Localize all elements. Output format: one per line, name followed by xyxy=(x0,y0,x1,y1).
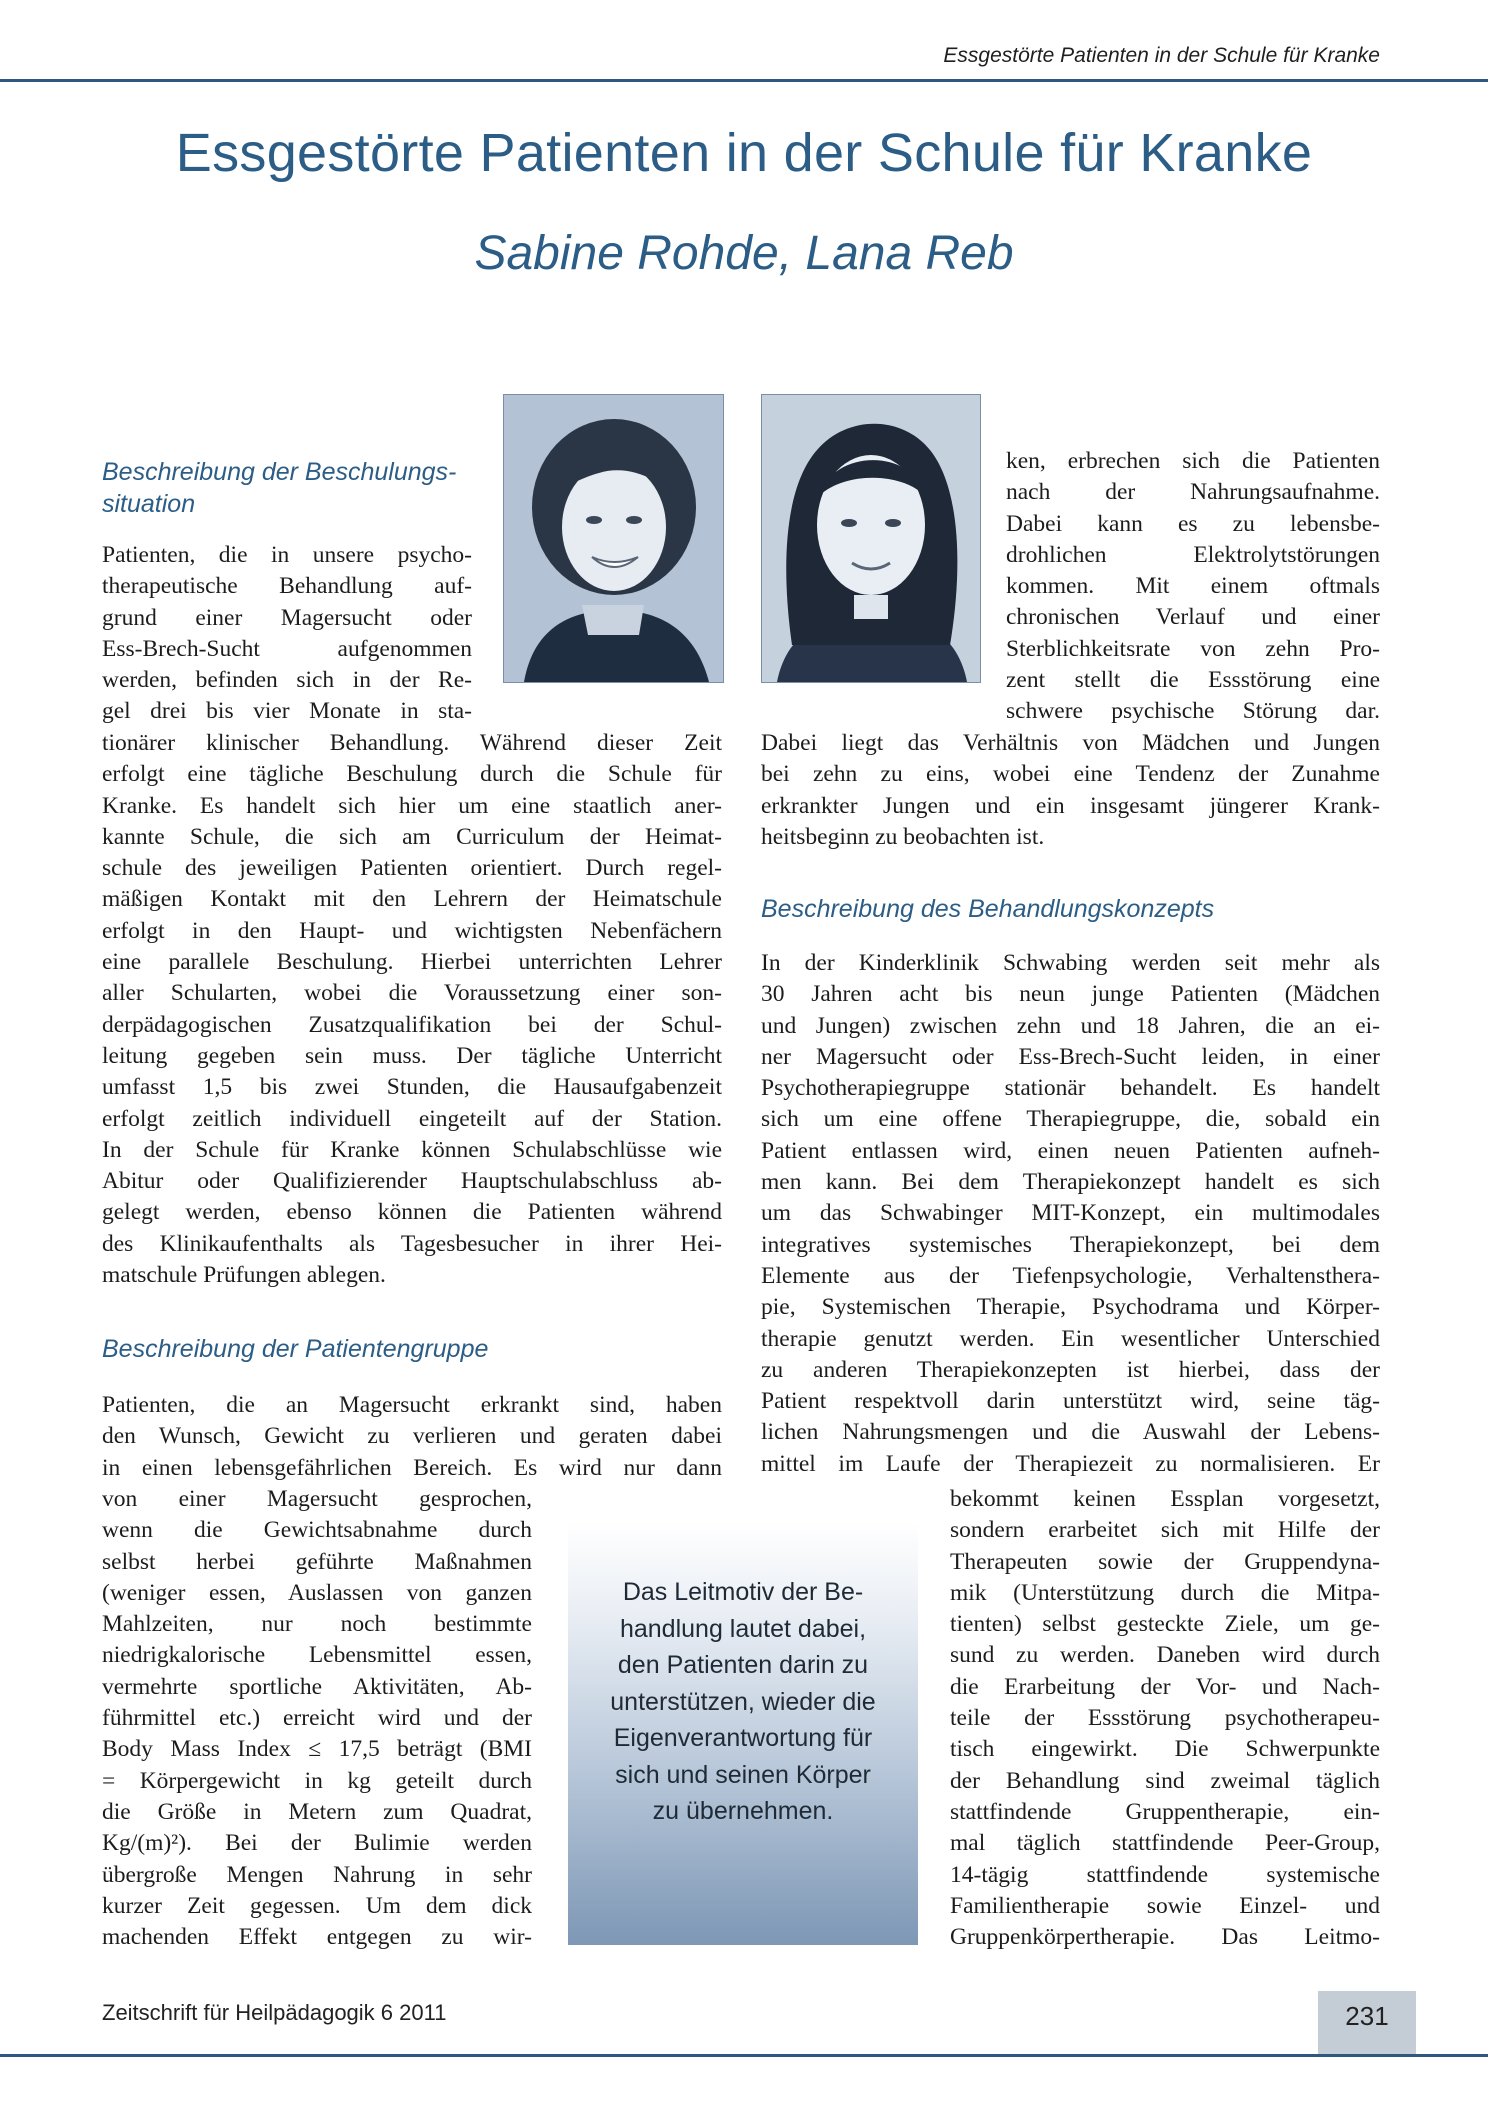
text-line: tionärer klinischer Behandlung. Während dieser Zeit xyxy=(102,730,722,756)
text-line: grund einer Magersucht oder xyxy=(102,604,472,631)
section-heading-beschulung: Beschreibung der Beschulungs- situation xyxy=(102,458,457,518)
text-line: niedrigkalorische Lebensmittel essen, xyxy=(102,1642,532,1669)
text-line: stattfindende Gruppentherapie, ein- xyxy=(950,1798,1380,1825)
text-line: der Behandlung sind zweimal täglich xyxy=(950,1767,1380,1794)
text-line: die Erarbeitung der Vor- und Nach- xyxy=(950,1673,1380,1700)
text-line: selbst herbei geführte Maßnahmen xyxy=(102,1548,532,1575)
text-line: therapie genutzt werden. Ein wesentlicher Unterschied xyxy=(761,1325,1380,1352)
text-line: chronischen Verlauf und einer xyxy=(1006,604,1380,631)
text-line: bei zehn zu eins, wobei eine Tendenz der Zunahme xyxy=(761,761,1380,788)
paragraph-behandlungskonzept-part2 xyxy=(950,1484,1380,1953)
footer-journal-info: Zeitschrift für Heilpädagogik 6 2011 xyxy=(102,2000,447,2025)
text-line: zent stellt die Essstörung eine xyxy=(1006,667,1380,694)
text-line: Elemente aus der Tiefenpsychologie, Verhaltensthera- xyxy=(761,1262,1380,1289)
text-line: Patienten, die in unsere psycho- xyxy=(102,542,472,568)
text-line: mik (Unterstützung durch die Mitpa- xyxy=(950,1579,1380,1606)
text-line: Kg/(m)²). Bei der Bulimie werden xyxy=(102,1830,532,1857)
text-line: Body Mass Index ≤ 17,5 beträgt (BMI xyxy=(102,1736,532,1763)
text-line: matschule Prüfungen ablegen. xyxy=(102,1262,386,1289)
text-line: wenn die Gewichtsabnahme durch xyxy=(102,1517,532,1544)
section-heading-patientengruppe: Beschreibung der Patientengruppe xyxy=(102,1335,489,1363)
text-line: lichen Nahrungsmengen und die Auswahl der Lebens- xyxy=(761,1419,1380,1446)
text-line: mal täglich stattfindende Peer-Group, xyxy=(950,1830,1380,1857)
text-line: Dabei liegt das Verhältnis von Mädchen und Jungen xyxy=(761,730,1380,756)
article-title: Essgestörte Patienten in der Schule für Kranke xyxy=(175,123,1313,183)
text-line: gel drei bis vier Monate in sta- xyxy=(102,698,472,725)
text-line: 14-tägig stattfindende systemische xyxy=(950,1861,1380,1888)
text-line: und Jungen) zwischen zehn und 18 Jahren, die an ei- xyxy=(761,1012,1380,1039)
text-line: schule des jeweiligen Patienten orientiert. Durch regel- xyxy=(102,855,722,882)
text-line: zu anderen Therapiekonzepten ist hierbei, dass der xyxy=(761,1356,1380,1383)
text-line: = Körpergewicht in kg geteilt durch xyxy=(102,1767,532,1794)
text-line: drohlichen Elektrolytstörungen xyxy=(1006,541,1380,568)
pull-quote-line: unterstützen, wieder die xyxy=(610,1687,876,1716)
text-line: sich um eine offene Therapiegruppe, die, sobald ein xyxy=(761,1106,1380,1133)
text-line: Kranke. Es handelt sich hier um eine staatlich aner- xyxy=(102,792,722,819)
pull-quote-line: zu übernehmen. xyxy=(652,1797,834,1825)
pull-quote-line: sich und seinen Körper xyxy=(615,1760,871,1789)
portrait-woman-curly-hair-icon xyxy=(504,395,723,682)
paragraph-behandlungskonzept-part1 xyxy=(761,948,1380,1480)
author-photo-sabine-rohde xyxy=(503,394,724,683)
text-line: In der Kinderklinik Schwabing werden seit mehr als xyxy=(761,950,1380,976)
pull-quote-line: den Patienten darin zu xyxy=(617,1651,869,1679)
text-line: kurzer Zeit gegessen. Um dem dick xyxy=(102,1892,532,1919)
text-line: in einen lebensgefährlichen Bereich. Es wird nur dann xyxy=(102,1454,722,1481)
pull-quote-line: Eigenverantwortung für xyxy=(613,1724,873,1752)
text-line: vermehrte sportliche Aktivitäten, Ab- xyxy=(102,1673,532,1700)
text-line: Gruppenkörpertherapie. Das Leitmo- xyxy=(950,1924,1380,1951)
paragraph-bulimie-part2 xyxy=(761,728,1380,853)
text-line: Psychotherapiegruppe stationär behandelt. Es handelt xyxy=(761,1075,1380,1102)
article-authors: Sabine Rohde, Lana Reb xyxy=(474,227,1014,280)
text-line: tisch eingewirkt. Die Schwerpunkte xyxy=(950,1736,1380,1763)
text-line: leitung gegeben sein muss. Der tägliche Unterricht xyxy=(102,1042,722,1069)
paragraph-patientengruppe-part1 xyxy=(102,1390,722,1484)
text-line: um das Schwabinger MIT-Konzept, ein multimodales xyxy=(761,1200,1380,1227)
paragraph-beschulung-part1 xyxy=(102,540,472,728)
pull-quote-line: Das Leitmotiv der Be- xyxy=(622,1578,864,1606)
text-line: umfasst 1,5 bis zwei Stunden, die Hausaufgabenzeit xyxy=(102,1074,722,1101)
text-line: Patient entlassen wird, einen neuen Patienten aufneh- xyxy=(761,1137,1380,1164)
text-line: Patient respektvoll darin unterstützt wird, seine täg- xyxy=(761,1388,1380,1415)
text-line: erfolgt in den Haupt- und wichtigsten Nebenfächern xyxy=(102,917,722,944)
pull-quote-text xyxy=(568,1574,918,1830)
text-line: tienten) selbst gesteckte Ziele, um ge- xyxy=(950,1611,1380,1638)
text-line: den Wunsch, Gewicht zu verlieren und geraten dabei xyxy=(102,1423,722,1450)
text-line: Ess-Brech-Sucht aufgenommen xyxy=(102,635,472,662)
text-line: eine parallele Beschulung. Hierbei unterrichten Lehrer xyxy=(102,949,722,976)
text-line: erfolgt eine tägliche Beschulung durch die Schule für xyxy=(102,761,722,788)
text-line: übergroße Mengen Nahrung in sehr xyxy=(102,1861,532,1888)
text-line: bekommt keinen Essplan vorgesetzt, xyxy=(950,1486,1380,1512)
text-line: gelegt werden, ebenso können die Patienten während xyxy=(102,1199,722,1226)
text-line: Sterblichkeitsrate von zehn Pro- xyxy=(1006,635,1380,662)
text-line: die Größe in Metern zum Quadrat, xyxy=(102,1798,532,1825)
text-line: mittel im Laufe der Therapiezeit zu normalisieren. Er xyxy=(761,1450,1380,1477)
text-line: men kann. Bei dem Therapiekonzept handelt es sich xyxy=(761,1169,1380,1196)
running-head: Essgestörte Patienten in der Schule für Kranke xyxy=(943,44,1380,67)
author-photo-lana-reb xyxy=(761,394,981,683)
text-line: therapeutische Behandlung auf- xyxy=(102,573,472,600)
text-line: Abitur oder Qualifizierender Hauptschulabschluss ab- xyxy=(102,1168,722,1195)
text-line: führmittel etc.) erreicht wird und der xyxy=(102,1705,532,1732)
text-line: Mahlzeiten, nur noch bestimmte xyxy=(102,1611,532,1638)
text-line: sondern erarbeitet sich mit Hilfe der xyxy=(950,1517,1380,1544)
paragraph-beschulung-part2 xyxy=(102,728,722,1291)
paragraph-patientengruppe-part2 xyxy=(102,1484,532,1953)
text-line: (weniger essen, Auslassen von ganzen xyxy=(102,1579,532,1606)
page-number: 231 xyxy=(1345,2001,1389,2031)
text-line: des Klinikaufenthalts als Tagesbesucher in ihrer Hei- xyxy=(102,1230,722,1257)
text-line: aller Schularten, wobei die Voraussetzung einer son- xyxy=(102,980,722,1007)
portrait-woman-straight-hair-icon xyxy=(762,395,980,682)
text-line: sund zu werden. Daneben wird durch xyxy=(950,1642,1380,1669)
text-line: Therapeuten sowie der Gruppendyna- xyxy=(950,1548,1380,1575)
text-line: ner Magersucht oder Ess-Brech-Sucht leiden, in einer xyxy=(761,1043,1380,1070)
header-rule xyxy=(0,79,1488,82)
text-line: werden, befinden sich in der Re- xyxy=(102,667,472,694)
text-line: derpädagogischen Zusatzqualifikation bei der Schul- xyxy=(102,1011,722,1038)
text-line: In der Schule für Kranke können Schulabschlüsse wie xyxy=(102,1136,722,1163)
text-line: heitsbeginn zu beobachten ist. xyxy=(761,823,1045,850)
text-line: Dabei kann es zu lebensbe- xyxy=(1006,510,1380,537)
text-line: kommen. Mit einem oftmals xyxy=(1006,573,1380,600)
text-line: schwere psychische Störung dar. xyxy=(1006,698,1380,725)
text-line: ken, erbrechen sich die Patienten xyxy=(1006,448,1380,474)
pull-quote-line: handlung lautet dabei, xyxy=(619,1614,867,1643)
text-line: mäßigen Kontakt mit den Lehrern der Heimatschule xyxy=(102,886,722,913)
text-line: erfolgt zeitlich individuell eingeteilt auf der Station. xyxy=(102,1105,722,1132)
text-line: von einer Magersucht gesprochen, xyxy=(102,1486,532,1512)
text-line: teile der Essstörung psychotherapeu- xyxy=(950,1705,1380,1732)
text-line: machenden Effekt entgegen zu wir- xyxy=(102,1924,532,1951)
section-heading-behandlungskonzept: Beschreibung des Behandlungskonzepts xyxy=(761,895,1215,923)
text-line: erkrankter Jungen und ein insgesamt jüngerer Krank- xyxy=(761,792,1380,819)
text-line: 30 Jahren acht bis neun junge Patienten (Mädchen xyxy=(761,981,1380,1008)
text-line: pie, Systemischen Therapie, Psychodrama und Körper- xyxy=(761,1294,1380,1321)
text-line: nach der Nahrungsaufnahme. xyxy=(1006,479,1380,506)
text-line: integratives systemisches Therapiekonzept, bei dem xyxy=(761,1231,1380,1258)
text-line: Patienten, die an Magersucht erkrankt sind, haben xyxy=(102,1392,722,1418)
text-line: kannte Schule, die sich am Curriculum der Heimat- xyxy=(102,823,722,850)
text-line: Familientherapie sowie Einzel- und xyxy=(950,1892,1380,1919)
footer-rule xyxy=(0,2054,1488,2057)
pull-quote-box xyxy=(568,1522,918,1945)
paragraph-bulimie-part1 xyxy=(1006,446,1380,728)
